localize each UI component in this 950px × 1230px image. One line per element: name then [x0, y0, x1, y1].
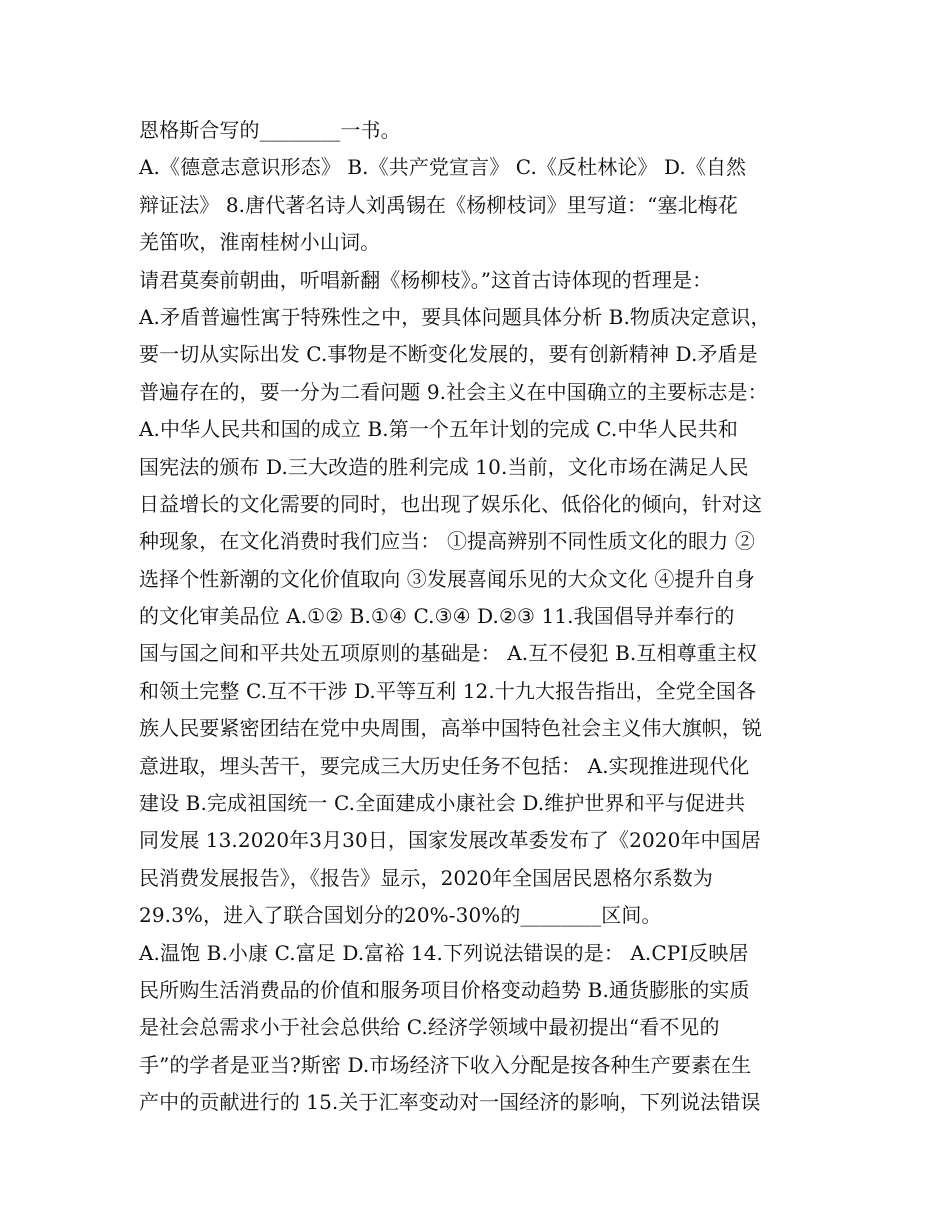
text-line: 手”的学者是亚当?斯密 D.市场经济下收入分配是按各种生产要素在生: [139, 1052, 752, 1077]
text-line: 种现象，在文化消费时我们应当： ①提高辨别不同性质文化的眼力 ②: [139, 529, 755, 554]
text-line: 国与国之间和平共处五项原则的基础是： A.互不侵犯 B.互相尊重主权: [139, 641, 757, 666]
text-line: 的文化审美品位 A.①② B.①④ C.③④ D.②③ 11.我国倡导并奉行的: [139, 604, 735, 629]
text-line: 普遍存在的，要一分为二看问题 9.社会主义在中国确立的主要标志是：: [139, 379, 768, 404]
text-line: 选择个性新潮的文化价值取向 ③发展喜闻乐见的大众文化 ④提升自身: [139, 566, 755, 591]
text-line: A.《德意志意识形态》 B.《共产党宣言》 C.《反杜林论》 D.《自然: [139, 155, 747, 180]
text-line: 国宪法的颁布 D.三大改造的胜利完成 10.当前，文化市场在满足人民: [139, 454, 749, 479]
text-line: 羌笛吹，淮南桂树小山词。: [139, 230, 381, 255]
text-line: 29.3%，进入了联合国划分的20%-30%的________区间。: [139, 903, 662, 928]
text-line: A.温饱 B.小康 C.富足 D.富裕 14.下列说法错误的是： A.CPI反映居: [139, 940, 749, 965]
text-line: 建设 B.完成祖国统一 C.全面建成小康社会 D.维护世界和平与促进共: [139, 791, 746, 816]
text-line: A.矛盾普遍性寓于特殊性之中，要具体问题具体分析 B.物质决定意识，: [139, 304, 771, 329]
text-line: 和领土完整 C.互不干涉 D.平等互利 12.十九大报告指出，全党全国各: [139, 678, 757, 703]
text-line: 辩证法》 8.唐代著名诗人刘禹锡在《杨柳枝词》里写道：“塞北梅花: [139, 192, 738, 217]
text-line: 同发展 13.2020年3月30日，国家发展改革委发布了《2020年中国居: [139, 828, 761, 853]
text-line: 日益增长的文化需要的同时，也出现了娱乐化、低俗化的倾向，针对这: [139, 491, 763, 516]
text-line: 民所购生活消费品的价值和服务项目价格变动趋势 B.通货膨胀的实质: [139, 977, 750, 1002]
text-line: 产中的贡献进行的 15.关于汇率变动对一国经济的影响，下列说法错误: [139, 1090, 761, 1115]
text-line: 族人民要紧密团结在党中央周围，高举中国特色社会主义伟大旗帜，锐: [139, 716, 763, 741]
text-line: 民消费发展报告》，《报告》显示，2020年全国居民恩格尔系数为: [139, 865, 713, 890]
text-line: 要一切从实际出发 C.事物是不断变化发展的，要有创新精神 D.矛盾是: [139, 342, 758, 367]
text-line: 是社会总需求小于社会总供给 C.经济学领域中最初提出“看不见的: [139, 1015, 720, 1040]
text-line: 恩格斯合写的________一书。: [139, 118, 401, 142]
document-text: [139, 112, 829, 1122]
text-line: 意进取，埋头苦干，要完成三大历史任务不包括： A.实现推进现代化: [139, 753, 750, 778]
text-line: 请君莫奏前朝曲，听唱新翻《杨柳枝》。”这首古诗体现的哲理是：: [139, 267, 713, 292]
text-line: A.中华人民共和国的成立 B.第一个五年计划的完成 C.中华人民共和: [139, 417, 738, 442]
